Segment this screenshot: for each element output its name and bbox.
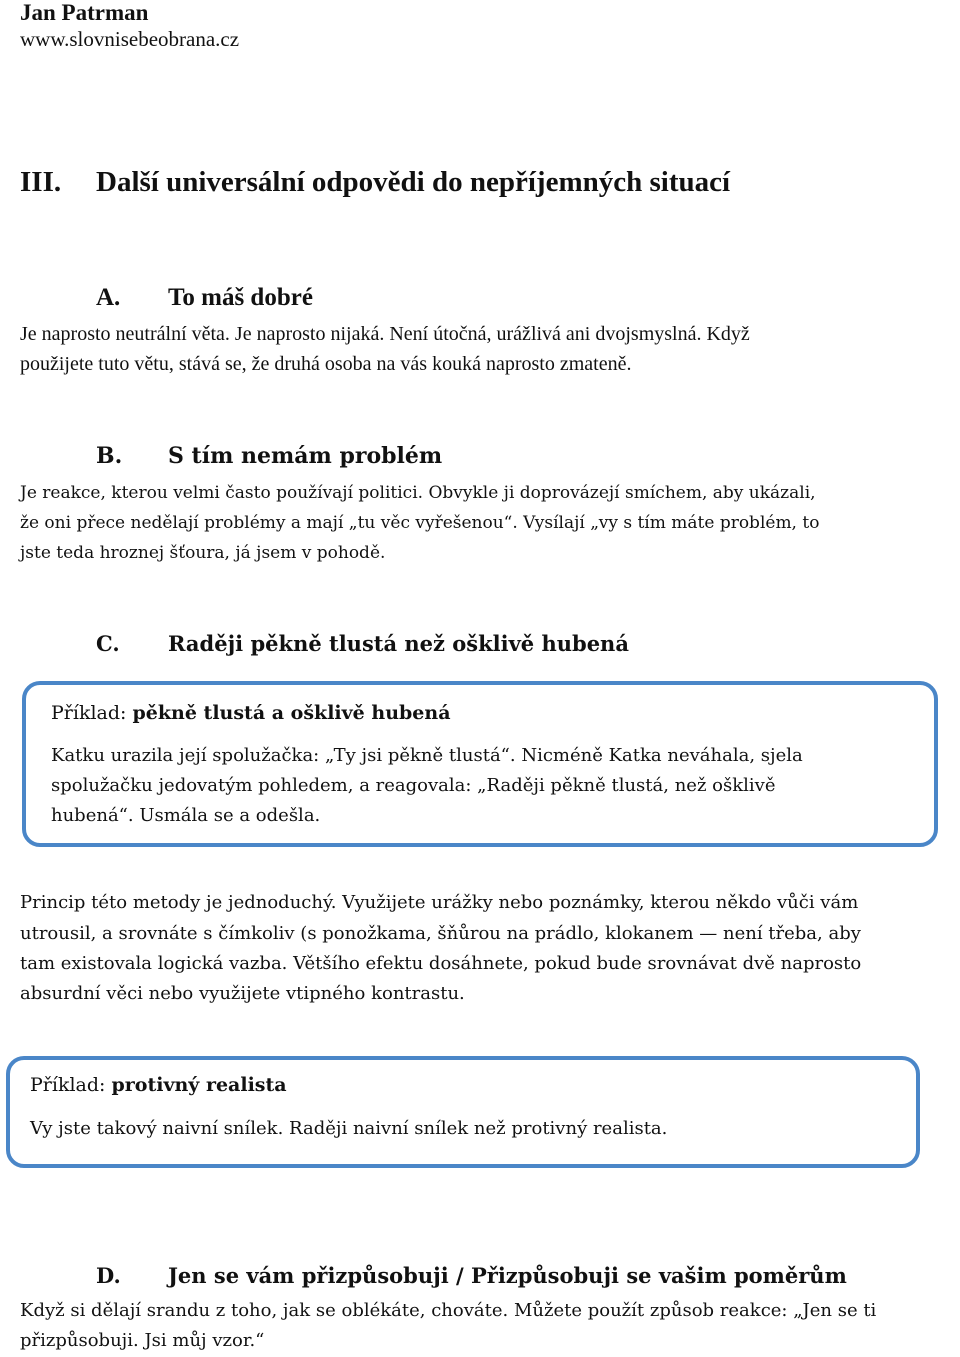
website: www.slovnisebeobrana.cz [20, 27, 240, 51]
section-a-letter: A. [96, 284, 121, 311]
example-1-line-3: hubená“. Usmála se a odešla. [51, 805, 321, 826]
principle-line-3: tam existovala logická vazba. Většího efektu dosáhnete, pokud bude srovnávat dvě naprosto [20, 953, 862, 974]
chapter-number: III. [20, 166, 62, 198]
example-2-line: Vy jste takový naivní snílek. Raději naivní snílek než protivný realista. [30, 1118, 668, 1139]
example-2-heading [30, 1074, 287, 1096]
section-d-title: Jen se vám přizpůsobuji / Přizpůsobuji se vašim poměrům [168, 1263, 847, 1288]
section-b-line-3: jste teda hroznej šťoura, já jsem v pohodě. [20, 543, 386, 563]
section-b-letter: B. [96, 443, 123, 469]
example-2-title: protivný realista [111, 1074, 287, 1096]
example-1-line-2: spolužačku jedovatým pohledem, a reagovala: „Raději pěkně tlustá, než ošklivě [51, 775, 776, 796]
section-d-letter: D. [96, 1263, 121, 1288]
principle-line-1: Princip této metody je jednoduchý. Využijete urážky nebo poznámky, kterou někdo vůči vám [20, 892, 859, 913]
section-d-line-2: přizpůsobuji. Jsi můj vzor.“ [20, 1330, 265, 1351]
example-box-2 [6, 1056, 920, 1168]
principle-line-2: utrousil, a srovnáte s čímkoliv (s ponožkama, šňůrou na prádlo, klokanem — není třeba, aby [20, 923, 861, 944]
section-d-line-1: Když si dělají srandu z toho, jak se oblékáte, chováte. Můžete použít způsob reakce: „Jen se ti [20, 1300, 877, 1321]
author-name: Jan Patrman [20, 0, 149, 25]
section-b-line-2: že oni přece nedělají problémy a mají „tu věc vyřešenou“. Vysílají „vy s tím máte problém, to [20, 513, 820, 533]
example-1-line-1: Katku urazila její spolužačka: „Ty jsi pěkně tlustá“. Nicméně Katka neváhala, sjela [51, 745, 803, 766]
section-a-title: To máš dobré [168, 284, 313, 311]
example-2-label: Příklad: [30, 1074, 106, 1096]
section-b-line-1: Je reakce, kterou velmi často používají politici. Obvykle ji doprovázejí smíchem, aby ukázali, [20, 483, 816, 503]
example-box-1 [22, 681, 938, 847]
section-a-line-1: Je naprosto neutrální věta. Je naprosto nijaká. Není útočná, urážlivá ani dvojsmyslná. Když [20, 323, 750, 345]
principle-line-4: absurdní věci nebo využijete vtipného kontrastu. [20, 983, 465, 1004]
chapter-title: Další universální odpovědi do nepříjemných situací [96, 166, 731, 198]
section-b-title: S tím nemám problém [168, 443, 443, 469]
example-1-heading [51, 702, 451, 724]
example-1-title: pěkně tlustá a ošklivě hubená [132, 702, 451, 724]
example-1-label: Příklad: [51, 702, 127, 724]
section-c-title: Raději pěkně tlustá než ošklivě hubená [168, 631, 629, 656]
section-a-line-2: použijete tuto větu, stává se, že druhá osoba na vás kouká naprosto zmateně. [20, 353, 632, 375]
section-c-letter: C. [96, 631, 120, 656]
